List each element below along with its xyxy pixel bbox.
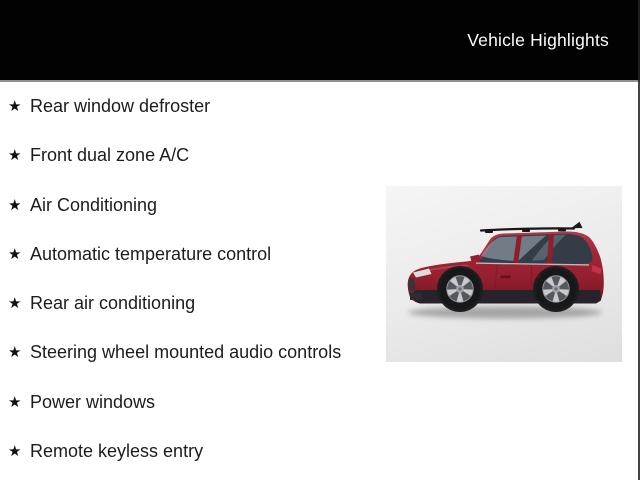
feature-label: Power windows <box>30 391 156 412</box>
page-title: Vehicle Highlights <box>467 29 609 50</box>
red-suv-image <box>386 186 622 362</box>
feature-item <box>0 131 640 180</box>
feature-label: Air Conditioning <box>30 194 158 215</box>
star-bullet-icon: ★ <box>8 147 22 165</box>
star-bullet-icon: ★ <box>8 295 22 313</box>
header-bar <box>0 0 640 82</box>
feature-item <box>0 378 640 427</box>
feature-label: Rear window defroster <box>30 96 211 117</box>
star-bullet-icon: ★ <box>8 344 22 362</box>
feature-label: Rear air conditioning <box>30 293 196 314</box>
star-bullet-icon: ★ <box>8 196 22 214</box>
vehicle-photo <box>386 186 622 362</box>
feature-item <box>0 82 640 131</box>
feature-label: Automatic temperature control <box>30 243 272 264</box>
feature-label: Remote keyless entry <box>30 440 204 461</box>
star-bullet-icon: ★ <box>8 442 22 460</box>
feature-item <box>0 427 640 476</box>
star-bullet-icon: ★ <box>8 98 22 116</box>
feature-label: Front dual zone A/C <box>30 145 190 166</box>
star-bullet-icon: ★ <box>8 393 22 411</box>
star-bullet-icon: ★ <box>8 245 22 263</box>
feature-label: Steering wheel mounted audio controls <box>30 342 342 363</box>
